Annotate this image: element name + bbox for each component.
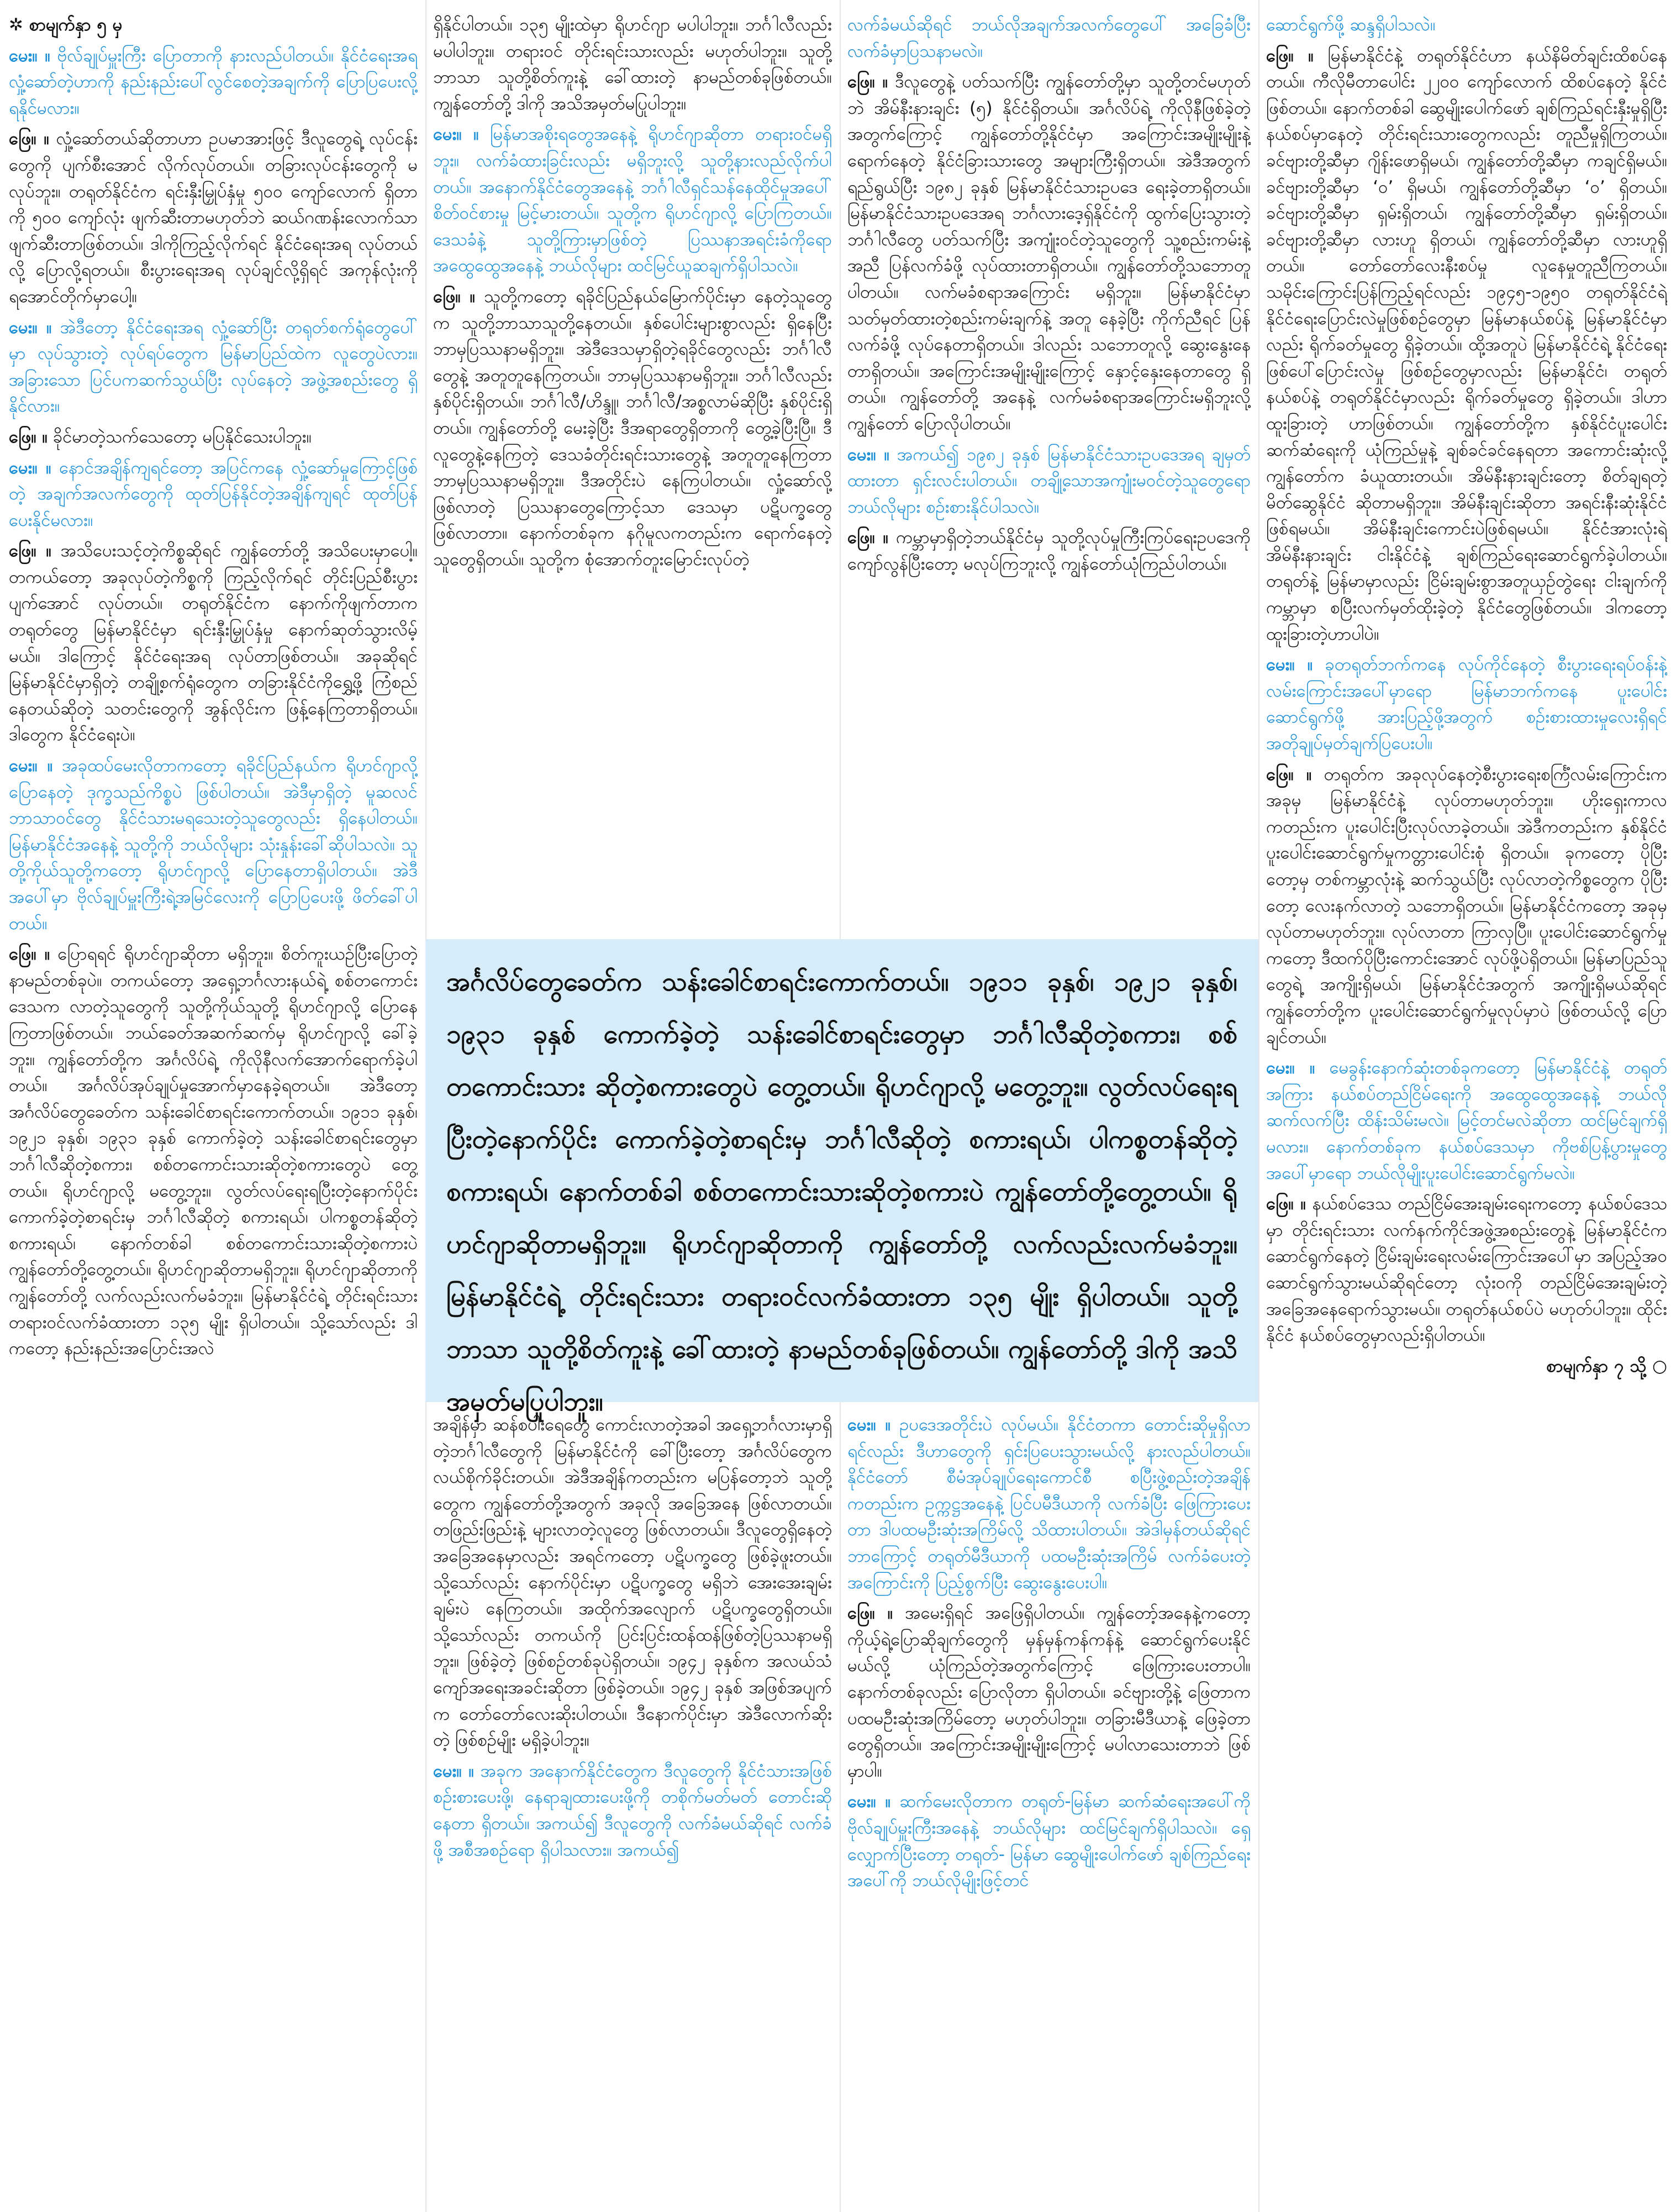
answer-text: ဒီလူတွေနဲ့ ပတ်သက်ပြီး ကျွန်တော်တို့မှာ သူတို့တင်မဟုတ်ဘဲ အိမ်နီးနားချင်း (၅) နိုင်ငံရှိတယ်။ အင်္ဂလိပ်ရဲ့ ကိုလိုနီဖြစ်ခဲ့တဲ့အတွက်ကြောင့် ကျွန်တော်တို့နိုင်ငံမှာ အကြောင်းအမျိုးမျိုးနဲ့ ရောက်နေတဲ့ နိုင်ငံခြားသားတွေ အများကြီးရှိတယ်။ အဲဒီအတွက် ရည်ရွယ်ပြီး ၁၉၈၂ ခုနှစ် မြန်မာနိုင်ငံသားဥပဒေ ရေးခဲ့တာရှိတယ်။ မြန်မာနိုင်ငံသားဥပဒေအရ ဘင်္ဂလားဒေ့ရှ်နိုင်ငံကို ထွက်ပြေးသွားတဲ့ ဘင်္ဂါလီတွေ ပတ်သက်ပြီး အကျုံးဝင်တဲ့သူတွေကို သူ့စည်းကမ်းနဲ့အညီ ပြန်လက်ခံဖို့ လုပ်ထားတာရှိတယ်။ ကျွန်တော်တို့သဘောတူပါတယ်။ လက်မခံစရာအကြောင်း မရှိဘူး။ မြန်မာနိုင်ငံမှာ သတ်မှတ်ထားတဲ့စည်းကမ်းချက်နဲ့ အတူ နေခဲ့ပြီး ကိုက်ညီရင် ပြန်လက်ခံဖို့ လုပ်နေတာရှိတယ်။ ဒါလည်း သဘောတူလို့ ဆွေးနွေးနေတာရှိတယ်။ အကြောင်းအမျိုးမျိုးကြောင့် နှောင့်နှေးနေတာတွေ ရှိတယ်။ ကျွန်တော်တို့ အနေနဲ့ လက်မခံစရာအကြောင်းမရှိဘူးလို့ ကျွန်တော် ပြောလိုပါတယ်။ (847, 72, 1251, 434)
col3b-body (847, 1412, 1251, 1894)
continued-text: လက်ခံမယ်ဆိုရင် ဘယ်လိုအချက်အလက်တွေပေါ် အခြေခံပြီး လက်ခံမှာပြသနာမလဲ။ (847, 15, 1251, 61)
question-text: ဥပဒေအတိုင်းပဲ လုပ်မယ်။ နိုင်ငံတကာ တောင်းဆိုမှုရှိလာရင်လည်း ဒီဟာတွေကို ရှင်းပြပေးသွားမယ်လို့ နားလည်ပါတယ်။ နိုင်ငံတော် စီမံအုပ်ချုပ်ရေးကောင်စီ စပြီးဖွဲ့စည်းတဲ့အချိန်ကတည်းက ဥက္ကဋ္ဌအနေနဲ့ ပြင်ပမီဒီယာကို လက်ခံပြီး ဖြေကြားပေးတာ ဒါပထမဦးဆုံးအကြိမ်လို့ သိထားပါတယ်။ အဲဒါမှန်တယ်ဆိုရင် ဘာကြောင့် တရုတ်မီဒီယာကို ပထမဦးဆုံးအကြိမ် လက်ခံပေးတဲ့အကြောင်းကို ပြည့်စွက်ပြီး ဆွေးနွေးပေးပါ။ (847, 1415, 1251, 1593)
interview-answer (433, 284, 832, 573)
question-text: ဆက်မေးလိုတာက တရုတ်-မြန်မာ ဆက်ဆံရေးအပေါ်ကို ဗိုလ်ချုပ်မှူးကြီးအနေနဲ့ ဘယ်လိုများ ထင်မြင်ချက်ရှိပါသလဲ။ ရှေ့လျှောက်ပြီးတော့ တရုတ်- မြန်မာ ဆွေမျိုးပေါက်ဖော် ချစ်ကြည်ရေးအပေါ်ကို ဘယ်လိုမျိုးဖြင့်တင် (847, 1792, 1251, 1891)
col2a-body (433, 12, 832, 573)
interview-answer (1266, 762, 1667, 1051)
answer-label: ဖြေ။ ။ (1266, 764, 1312, 784)
answer-label: ဖြေ။ ။ (1266, 45, 1314, 66)
continued-text: ရှိနိုင်ပါတယ်။ ၁၃၅ မျိုးထဲမှာ ရိုဟင်ဂျာ မပါပါဘူး။ ဘင်္ဂါလီလည်း မပါပါဘူး။ တရားဝင် တိုင်းရင်းသားလည်း မဟုတ်ပါဘူး။ သူတို့ဘာသာ သူတို့စိတ်ကူးနဲ့ ခေါ်ထားတဲ့ နာမည်တစ်ခုဖြစ်တယ်။ ကျွန်တော်တို့ ဒါကို အသိအမှတ်မပြုပါဘူး။ (433, 15, 832, 114)
answer-text: ပြောရရင် ရိုဟင်ဂျာဆိုတာ မရှိဘူး။ စိတ်ကူးယဉ်ပြီးပြောတဲ့ နာမည်တစ်ခုပဲ။ တကယ်တော့ အရှေ့ဘင်္ဂလားနယ်ရဲ့ စစ်တကောင်းဒေသက လာတဲ့သူတွေကို သူတို့ကိုယ်သူတို့ ရိုဟင်ဂျာလို့ ပြောနေကြတာဖြစ်တယ်။ ဘယ်ခေတ်အဆက်ဆက်မှ ရိုဟင်ဂျာလို့ ခေါ်ခဲ့ဘူး။ ကျွန်တော်တို့က အင်္ဂလိပ်ရဲ့ ကိုလိုနီလက်အောက်ရောက်ခဲ့ပါတယ်။ အင်္ဂလိပ်အုပ်ချုပ်မှုအောက်မှာနေခဲ့ရတယ်။ အဲဒီတော့ အင်္ဂလိပ်တွေခေတ်က သန်းခေါင်စာရင်းကောက်တယ်။ ၁၉၁၁ ခုနှစ်၊ ၁၉၂၁ ခုနှစ်၊ ၁၉၃၁ ခုနှစ် ကောက်ခဲ့တဲ့ သန်းခေါင်စာရင်းတွေမှာ ဘင်္ဂါလီဆိုတဲ့စကား၊ စစ်တကောင်းသားဆိုတဲ့စကားတွေပဲ တွေ့တယ်။ ရိုဟင်ဂျာလို့ မတွေ့ဘူး။ လွတ်လပ်ရေးရပြီးတဲ့နောက်ပိုင်း ကောက်ခဲ့တဲ့စာရင်းမှ ဘင်္ဂါလီဆိုတဲ့ စကားရယ်၊ ပါကစ္စတန်ဆိုတဲ့ စကားရယ်၊ နောက်တစ်ခါ စစ်တကောင်းသားဆိုတဲ့စကားပဲ ကျွန်တော်တို့တွေ့တယ်။ ရိုဟင်ဂျာဆိုတာမရှိဘူး။ ရိုဟင်ဂျာဆိုတာကို ကျွန်တော်တို့ လက်လည်းလက်မခံဘူး။ မြန်မာနိုင်ငံရဲ့ တိုင်းရင်းသား တရားဝင်လက်ခံထားတာ ၁၃၅ မျိုး ရှိပါတယ်။ သို့သော်လည်း ဒါကတော့ နည်းနည်းအပြောင်းအလဲ (9, 944, 418, 1359)
answer-label: ဖြေ။ ။ (1266, 1194, 1306, 1214)
article-column-4 (1266, 12, 1667, 2206)
answer-label: ဖြေ။ ။ (847, 72, 888, 92)
interview-question (9, 315, 418, 420)
col4-body (1266, 12, 1667, 1349)
interview-question (433, 122, 832, 280)
question-label: မေး။ ။ (847, 1415, 891, 1435)
interview-question (9, 753, 418, 937)
interview-question (1266, 1055, 1667, 1187)
interview-answer (9, 538, 418, 749)
interview-answer (9, 941, 418, 1362)
answer-label: ဖြေ။ ။ (9, 944, 50, 965)
interview-question (1266, 652, 1667, 757)
article-column-1 (9, 12, 418, 2206)
interview-question (847, 442, 1251, 521)
interview-answer (1266, 1191, 1667, 1349)
interview-answer (847, 525, 1251, 577)
interview-question (9, 43, 418, 122)
interview-answer (847, 1600, 1251, 1784)
answer-text: အသိပေးသင့်တဲ့ကိစ္စဆိုရင် ကျွန်တော်တို့ အသိပေးမှာပေါ့။ တကယ်တော့ အခုလုပ်တဲ့ကိစ္စကို ကြည့်လိုက်ရင် တိုင်းပြည်စီးပွားပျက်အောင် လုပ်တယ်။ တရုတ်နိုင်ငံက နောက်ကိုဖျက်တာက တရုတ်တွေ မြန်မာနိုင်ငံမှာ ရင်းနှီးမြှုပ်နှံမှု နောက်ဆုတ်သွားလိမ့်မယ်။ ဒါကြောင့် နိုင်ငံရေးအရ လုပ်တာဖြစ်တယ်။ အခုဆိုရင် မြန်မာနိုင်ငံမှာရှိတဲ့ တချို့စက်ရုံတွေက တခြားနိုင်ငံကိုရွှေ့ဖို့ ကြံစည်နေတယ်ဆိုတဲ့ သတင်းတွေကို အွန်လိုင်းက ဖြန့်နေကြတာရှိတယ်။ ဒါတွေက နိုင်ငံရေးပဲ။ (9, 541, 418, 745)
answer-text: လှုံ့ဆော်တယ်ဆိုတာဟာ ဥပမာအားဖြင့် ဒီလူတွေရဲ့ လုပ်ငန်းတွေကို ပျက်စီးအောင် လိုက်လုပ်တယ်။ တခြားလုပ်ငန်းတွေကို မလုပ်ဘူး။ တရုတ်နိုင်ငံက ရင်းနှီးမြှုပ်နှံမှု ၅၀၀ ကျော်လောက် ရှိတာကို ၅၀၀ ကျော်လုံး ဖျက်ဆီးတာမဟုတ်ဘဲ ဆယ်ဂဏန်းလောက်သာ ဖျက်ဆီးတာဖြစ်တယ်။ ဒါကိုကြည့်လိုက်ရင် နိုင်ငံရေးအရ လုပ်တယ်လို့ ပြောလို့ရတယ်။ စီးပွားရေးအရ လုပ်ချင်လို့ရှိရင် အကုန်လုံးကို ရအောင်တိုက်မှာပေါ့။ (9, 129, 418, 307)
question-text: အခုထပ်မေးလိုတာကတော့ ရခိုင်ပြည်နယ်က ရိုဟင်ဂျာလို့ ပြောနေတဲ့ ဒုက္ခသည်ကိစ္စပဲ ဖြစ်ပါတယ်။ အဲဒီမှာရှိတဲ့ မူဆလင်ဘာသာဝင်တွေ နိုင်ငံသားမရသေးတဲ့သူတွေလည်း ရှိနေပါတယ်။ မြန်မာနိုင်ငံအနေနဲ့ သူတို့ကို ဘယ်လိုများ သုံးနှုန်းခေါ်ဆိုပါသလဲ။ သူတို့ကိုယ်သူတို့ကတော့ ရိုဟင်ဂျာလို့ ပြောနေတာရှိပါတယ်။ အဲဒီအပေါ်မှာ ဗိုလ်ချုပ်မှူးကြီးရဲ့အမြင်လေးကို ပြောပြပေးဖို့ ဖိတ်ခေါ်ပါတယ်။ (9, 756, 418, 934)
answer-label: ဖြေ။ ။ (847, 528, 889, 548)
question-label: မေး။ ။ (433, 124, 479, 145)
answer-label: ဖြေ။ ။ (9, 129, 49, 149)
question-text: နောင်အချိန်ကျရင်တော့ အပြင်ကနေ လှုံ့ဆော်မှုကြောင့်ဖြစ်တဲ့ အချက်အလက်တွေကို ထုတ်ပြန်နိုင်တဲ့အချိန်ကျရင် ထုတ်ပြန်ပေးနိုင်မလား။ (9, 457, 418, 530)
col1-body (9, 43, 418, 1362)
interview-question (847, 1789, 1251, 1894)
page-header: ✲ စာမျက်နှာ ၅ မှ (9, 15, 123, 35)
interview-question (847, 1412, 1251, 1596)
column-divider (1258, 0, 1259, 2212)
page-footer: စာမျက်နှာ ၇ သို့ ○ (1546, 1356, 1667, 1376)
answer-label: ဖြေ။ ။ (9, 541, 51, 561)
question-text: ဗိုလ်ချုပ်မှူးကြီး ပြောတာကို နားလည်ပါတယ်။ နိုင်ငံရေးအရ လှုံ့ဆော်တဲ့ဟာကို နည်းနည်းပေါ်လွင်စေတဲ့အချက်ကို ပြောပြပေးလို့ ရနိုင်မလား။ (9, 45, 418, 118)
answer-text: အမေးရှိရင် အဖြေရှိပါတယ်။ ကျွန်တော့်အနေနဲ့ကတော့ကိုယ့်ရဲ့ပြောဆိုချက်တွေကို မှန်မှန်ကန်ကန်နဲ့ ဆောင်ရွက်ပေးနိုင်မယ်လို့ ယုံကြည်တဲ့အတွက်ကြောင့် ဖြေကြားပေးတာပါ။ နောက်တစ်ခုလည်း ပြောလိုတာ ရှိပါတယ်။ ခင်ဗျားတို့နဲ့ ဖြေတာက ပထမဦးဆုံးအကြိမ်တော့ မဟုတ်ပါဘူး။ တခြားမီဒီယာနဲ့ ဖြေခဲ့တာတွေရှိတယ်။ အကြောင်းအမျိုးမျိုးကြောင့် မပါလာသေးတာဘဲ ဖြစ်မှာပါ။ (847, 1603, 1251, 1781)
article-column-2-bottom (433, 1412, 832, 2206)
answer-label: ဖြေ။ ။ (9, 426, 48, 447)
question-text: မြန်မာအစိုးရတွေအနေနဲ့ ရိုဟင်ဂျာဆိုတာ တရားဝင်မရှိဘူး။ လက်ခံထားခြင်းလည်း မရှိဘူးလို့ သူတို့နားလည်လိုက်ပါတယ်။ အနောက်နိုင်ငံတွေအနေနဲ့ ဘင်္ဂါလီရှင်သန်နေထိုင်မှုအပေါ် စိတ်ဝင်စားမှု မြင့်မားတယ်။ သူတို့က ရိုဟင်ဂျာလို့ ပြောကြတယ်။ ဒေသခံနဲ့ သူတို့ကြားမှာဖြစ်တဲ့ ပြဿနာအရင်းခံကိုရော အထွေထွေအနေနဲ့ ဘယ်လိုများ ထင်မြင်ယူဆချက်ရှိပါသလဲ။ (433, 124, 832, 276)
question-text: အဲဒီတော့ နိုင်ငံရေးအရ လှုံ့ဆော်ပြီး တရုတ်စက်ရုံတွေပေါ်မှာ လုပ်သွားတဲ့ လုပ်ရပ်တွေက မြန်မာပြည်ထဲက လူတွေပဲလား။ အခြားသော ပြင်ပကဆက်သွယ်ပြီး လုပ်နေတဲ့ အဖွဲ့အစည်းတွေ ရှိနိုင်လား။ (9, 317, 418, 417)
article-column-3-bottom (847, 1412, 1251, 2206)
answer-text: နယ်စပ်ဒေသ တည်ငြိမ်အေးချမ်းရေးကတော့ နယ်စပ်ဒေသမှာ တိုင်းရင်းသား လက်နက်ကိုင်အဖွဲ့အစည်းတွေနဲ့ မြန်မာနိုင်ငံက ဆောင်ရွက်နေတဲ့ ငြိမ်းချမ်းရေးလမ်းကြောင်းအပေါ်မှာ အပြည့်အဝဆောင်ရွက်သွားမယ်ဆိုရင်တော့ လုံးဝကို တည်ငြိမ်အေးချမ်းတဲ့ အခြေအနေရောက်သွားမယ်။ တရုတ်နယ်စပ်ပဲ မဟုတ်ပါဘူး။ ထိုင်းနိုင်ငံ နယ်စပ်တွေမှာလည်းရှိပါတယ်။ (1266, 1194, 1667, 1346)
question-label: မေး။ ။ (1266, 655, 1313, 675)
answer-text: ခိုင်မာတဲ့သက်သေတော့ မပြနိုင်သေးပါဘူး။ (52, 426, 312, 447)
question-text: ခုတရုတ်ဘက်ကနေ လုပ်ကိုင်နေတဲ့ စီးပွားရေးရပ်ဝန်းနဲ့ လမ်းကြောင်းအပေါ်မှာရော မြန်မာဘက်ကနေ ပူးပေါင်းဆောင်ရွက်ဖို့ အားပြည့်ဖို့အတွက် စဉ်းစားထားမှုလေးရှိရင် အတိုချုပ်မှတ်ချက်ပြပေးပါ။ (1266, 655, 1667, 754)
answer-label: ဖြေ။ ။ (433, 286, 475, 307)
interview-answer (9, 126, 418, 310)
interview-question (433, 1758, 832, 1863)
interview-answer (1266, 43, 1667, 648)
answer-text: သူတို့ကတော့ ရခိုင်ပြည်နယ်မြောက်ပိုင်းမှာ နေတဲ့သူတွေက သူတို့ဘာသာသူတို့နေတယ်။ နှစ်ပေါင်းများစွာလည်း ရှိနေပြီး ဘာမှပြဿနာမရှိဘူး။ အဲဒီဒေသမှာရှိတဲ့ရခိုင်တွေလည်း ဘင်္ဂါလီတွေနဲ့ အတူတူနေကြတယ်။ ဘာမှပြဿနာမရှိဘူး။ ဘင်္ဂါလီလည်း နှစ်ပိုင်းရှိတယ်။ ဘင်္ဂါလီ/ဟိန္ဒူ၊ ဘင်္ဂါလီ/အစ္စလာမ်ဆိုပြီး နှစ်ပိုင်းရှိတယ်။ ကျွန်တော်တို့ မေးခဲ့ပြီး ဒီအရာတွေရှိတာကို တွေ့ခဲ့ပြီးပြီ။ ဒီလူတွေနဲ့နေကြတဲ့ ဒေသခံတိုင်းရင်းသားတွေနဲ့ အတူတူနေကြတာ ဘာမှပြဿနာမရှိဘူး။ ဒီအတိုင်းပဲ နေကြပါတယ်။ လှုံ့ဆော်လို့ဖြစ်လာတဲ့ ပြဿနာတွေကြောင့်သာ ဒေသမှာ ပဋိပက္ခတွေ ဖြစ်လာတာ။ နောက်တစ်ခုက နဂိုမူလကတည်းက ရောက်နေတဲ့ သူတွေရှိတယ်။ သူတို့က စုံအောက်တူးမြောင်းလုပ်တဲ့ (433, 286, 832, 570)
question-label: မေး။ ။ (9, 45, 50, 66)
answer-label: ဖြေ။ ။ (847, 1603, 893, 1624)
col3a-body (847, 12, 1251, 577)
interview-answer (9, 424, 418, 451)
interview-answer (847, 69, 1251, 437)
answer-text: မြန်မာနိုင်ငံနဲ့ တရုတ်နိုင်ငံဟာ နယ်နိမိတ်ချင်းထိစပ်နေတယ်။ ကီလိုမီတာပေါင်း ၂၂၀၀ ကျော်လောက် ထိစပ်နေတဲ့ နိုင်ငံဖြစ်တယ်။ နောက်တစ်ခါ ဆွေမျိုးပေါက်ဖော် ချစ်ကြည်ရင်းနှီးမှုရှိပြီး နယ်စပ်မှာနေတဲ့ တိုင်းရင်းသားတွေကလည်း တူညီမှုရှိကြတယ်။ ခင်ဗျားတို့ဆီမှာ ဂျိန်းဖောရှိမယ်၊ ကျွန်တော်တို့ဆီမှာ ကချင်ရှိမယ်။ ခင်ဗျားတို့ဆီမှာ ‘ဝ’ ရှိမယ်၊ ကျွန်တော်တို့ဆီမှာ ‘ဝ’ ရှိတယ်။ ခင်ဗျားတို့ဆီမှာ ရှမ်းရှိတယ်၊ ကျွန်တော်တို့ဆီမှာ ရှမ်းရှိတယ်။ ခင်ဗျားတို့ဆီမှာ လားဟူ ရှိတယ်၊ ကျွန်တော်တို့ဆီမှာ လားဟူရှိတယ်။ တော်တော်လေးနီးစပ်မှု လူနေမှုတူညီကြတယ်။ သမိုင်းကြောင်းပြန်ကြည့်ရင်လည်း ၁၉၄၅-၁၉၅၀ တရုတ်နိုင်ငံရဲ့ နိုင်ငံရေးပြောင်းလဲမှုဖြစ်စဉ်တွေမှာ မြန်မာနယ်စပ်နဲ့ မြန်မာနိုင်ငံမှာလည်း ရိုက်ခတ်မှုတွေ ရှိခဲ့တယ်။ ထို့အတူပဲ မြန်မာနိုင်ငံရဲ့ နိုင်ငံရေးဖြစ်ပေါ်ပြောင်းလဲမှု ဖြစ်စဉ်တွေမှာလည်း မြန်မာနိုင်ငံ၊ တရုတ်နယ်စပ်နဲ့ တရုတ်နိုင်ငံမှာလည်း ရိုက်ခတ်မှုတွေ ရှိခဲ့တယ်။ ဒါဟာထူးခြားတဲ့ ဟာဖြစ်တယ်။ ကျွန်တော်တို့က နှစ်နိုင်ငံပူးပေါင်းဆက်ဆံရေးကို ယုံကြည်မှုနဲ့ ချစ်ခင်ခင်နေရတာ အကောင်းဆုံးလို့ ကျွန်တော်က ခံယူထားတယ်။ အိမ်နီးနားချင်းတော့ စိတ်ချရတဲ့မိတ်ဆွေနိုင်ငံ ဆိုတာမရှိဘူး။ အိမ်နီးချင်းဆိုတာ အရင်းနီးဆုံးနိုင်ငံ ဖြစ်ရမယ်။ အိမ်နီးချင်းကောင်းပဲဖြစ်ရမယ်။ နိုင်ငံအားလုံးရဲ့ အိမ်နီးနားချင်း ငါးနိုင်ငံနဲ့ ချစ်ကြည်ရေးဆောင်ရွက်ခဲ့ပါတယ်။ တရုတ်နဲ့ မြန်မာမှာလည်း ငြိမ်းချမ်းစွာအတူယှဉ်တွဲရေး ငါးချက်ကို ကမ္ဘာမှာ စပြီးလက်မှတ်ထိုးခဲ့တဲ့ နိုင်ငံတွေဖြစ်တယ်။ ဒါကတော့ ထူးခြားတဲ့ဟာပါပဲ။ (1266, 45, 1667, 644)
pull-quote: အင်္ဂလိပ်တွေခေတ်က သန်းခေါင်စာရင်းကောက်တယ်။ ၁၉၁၁ ခုနှစ်၊ ၁၉၂၁ ခုနှစ်၊ ၁၉၃၁ ခုနှစ် ကောက်ခဲ့တဲ့ သန်းခေါင်စာရင်းတွေမှာ ဘင်္ဂါလီဆိုတဲ့စကား၊ စစ်တကောင်းသား ဆိုတဲ့စကားတွေပဲ တွေ့တယ်။ ရိုဟင်ဂျာလို့ မတွေ့ဘူး။ လွတ်လပ်ရေးရပြီးတဲ့နောက်ပိုင်း ကောက်ခဲ့တဲ့စာရင်းမှ ဘင်္ဂါလီဆိုတဲ့ စကားရယ်၊ ပါကစ္စတန်ဆိုတဲ့ စကားရယ်၊ နောက်တစ်ခါ စစ်တကောင်းသားဆိုတဲ့စကားပဲ ကျွန်တော်တို့တွေ့တယ်။ ရိုဟင်ဂျာဆိုတာမရှိဘူး။ ရိုဟင်ဂျာဆိုတာကို ကျွန်တော်တို့ လက်လည်းလက်မခံဘူး။ မြန်မာနိုင်ငံရဲ့ တိုင်းရင်းသား တရားဝင်လက်ခံထားတာ ၁၃၅ မျိုး ရှိပါတယ်။ သူတို့ဘာသာ သူတို့စိတ်ကူးနဲ့ ခေါ်ထားတဲ့ နာမည်တစ်ခုဖြစ်တယ်။ ကျွန်တော်တို့ ဒါကို အသိအမှတ်မပြုပါဘူး။ (425, 939, 1258, 1402)
question-label: မေး။ ။ (1266, 1058, 1315, 1078)
article-column-2-top (433, 12, 832, 929)
question-text: အခုက အနောက်နိုင်ငံတွေက ဒီလူတွေကို နိုင်ငံသားအဖြစ် စဉ်းစားပေးဖို့၊ နေရာချထားပေးဖို့ကို တစိုက်မတ်မတ် တောင်းဆိုနေတာ ရှိတယ်။ အကယ်၍ ဒီလူတွေကို လက်ခံမယ်ဆိုရင် လက်ခံဖို့ အစီအစဉ်ရော ရှိပါသလား။ အကယ်၍ (433, 1761, 832, 1860)
question-label: မေး။ ။ (847, 1792, 891, 1812)
article-column-3-top (847, 12, 1251, 929)
question-label: မေး။ ။ (433, 1761, 474, 1781)
question-text: အကယ်၍ ၁၉၈၂ ခုနှစ် မြန်မာနိုင်ငံသားဥပဒေအရ ချမှတ်ထားတာ ရှင်းလင်းပါတယ်။ တချို့သောအကျုံးမဝင်တဲ့သူတွေရော ဘယ်လိုများ စဉ်းစားနိုင်ပါသလဲ။ (847, 444, 1251, 517)
question-label: မေး။ ။ (9, 756, 53, 776)
answer-text: ကမ္ဘာမှာရှိတဲ့ဘယ်နိုင်ငံမှ သူတို့လုပ်မှုကြီးကြပ်ရေးဥပဒေကို ကျော်လွန်ပြီးတော့ မလုပ်ကြဘူးလို့ ကျွန်တော်ယုံကြည်ပါတယ်။ (847, 528, 1251, 574)
continued-text: အချိန်မှာ ဆန်စပါးရေတွေ ကောင်းလာတဲ့အခါ အရှေ့ဘင်္ဂလားမှာရှိတဲ့ဘင်္ဂါလီတွေကို မြန်မာနိုင်ငံကို ခေါ်ပြီးတော့ အင်္ဂလိပ်တွေက လယ်စိုက်ခိုင်းတယ်။ အဲဒီအချိန်ကတည်းက မပြန်တော့ဘဲ သူတို့တွေက ကျွန်တော်တို့အတွက် အခုလို အခြေအနေ ဖြစ်လာတယ်။ တဖြည်းဖြည်းနဲ့ များလာတဲ့လူတွေ ဖြစ်လာတယ်။ ဒီလူတွေရှိနေတဲ့ အခြေအနေမှာလည်း အရင်ကတော့ ပဋိပက္ခတွေ ဖြစ်ခဲ့ဖူးတယ်။ သို့သော်လည်း နောက်ပိုင်းမှာ ပဋိပက္ခတွေ မရှိဘဲ အေးအေးချမ်းချမ်းပဲ နေကြတယ်။ အထိုက်အလျောက် ပဋိပက္ခတွေရှိတယ်။ သို့သော်လည်း တကယ်ကို ပြင်းပြင်းထန်ထန်ဖြစ်တဲ့ပြဿနာမရှိဘူး။ ဖြစ်ခဲ့တဲ့ ဖြစ်စဉ်တစ်ခုပဲရှိတယ်။ ၁၉၄၂ ခုနှစ်က အလယ်သံကျော်အရေးအခင်းဆိုတာ ဖြစ်ခဲ့တယ်။ ၁၉၄၂ ခုနှစ် အဖြစ်အပျက်က တော်တော်လေးဆိုးပါတယ်။ ဒီနောက်ပိုင်းမှာ အဲဒီလောက်ဆိုးတဲ့ ဖြစ်စဉ်မျိုး မရှိခဲ့ပါဘူး။ (433, 1415, 832, 1751)
question-text: မေခွန်းနောက်ဆုံးတစ်ခုကတော့ မြန်မာနိုင်ငံနဲ့ တရုတ်အကြား နယ်စပ်တည်ငြိမ်ရေးကို အထွေထွေအနေနဲ့ ဘယ်လိုဆက်လက်ပြီး ထိန်းသိမ်းမလဲ။ မြင့်တင်မလဲဆိုတာ ထင်မြင်ချက်ရှိမလား။ နောက်တစ်ခုက နယ်စပ်ဒေသမှာ ကိုဗစ်ပြန့်ပွားမှုတွေအပေါ်မှာရော ဘယ်လိုမျိုးပူးပေါင်းဆောင်ရွက်မလဲ။ (1266, 1058, 1667, 1183)
answer-text: တရုတ်က အခုလုပ်နေတဲ့စီးပွားရေးစင်္ကြံလမ်းကြောင်းက အခုမှ မြန်မာနိုင်ငံနဲ့ လုပ်တာမဟုတ်ဘူး။ ဟိုးရှေးကာလကတည်းက ပူးပေါင်းပြီးလုပ်လာခဲ့တယ်။ အဲဒီကတည်းက နှစ်နိုင်ငံပူးပေါင်းဆောင်ရွက်မှုကတ္တားပေါင်းစုံ ရှိတယ်။ ခုကတော့ ပိုပြီးတော့မှ တစ်ကမ္ဘာလုံးနဲ့ ဆက်သွယ်ပြီး လုပ်လာတဲ့ကိစ္စတွေက ပိုပြီးတော့ လေးနက်လာတဲ့ သဘောရှိတယ်။ မြန်မာနိုင်ငံကတော့ အခုမှလုပ်တာမဟုတ်ဘူး။ လုပ်လာတာ ကြာလှပြီ။ ပူးပေါင်းဆောင်ရွက်မှုကတော့ ဒီထက်ပိုပြီးကောင်းအောင် လုပ်ဖို့ပဲရှိတယ်။ မြန်မာပြည်သူတွေရဲ့ အကျိုးရှိမယ်၊ မြန်မာနိုင်ငံအတွက် အကျိုးရှိမယ်ဆိုရင် ကျွန်တော်တို့က ပူးပေါင်းဆောင်ရွက်မှုလုပ်မှာပဲ ဖြစ်တယ်လို့ ပြောချင်တယ်။ (1266, 764, 1667, 1047)
question-label: မေး။ ။ (9, 317, 52, 338)
question-label: မေး။ ။ (847, 444, 890, 465)
interview-question (9, 455, 418, 534)
question-label: မေး။ ။ (9, 457, 51, 478)
col2b-body (433, 1412, 832, 1863)
continued-text: ဆောင်ရွက်ဖို့ ဆန္ဒရှိပါသလဲ။ (1266, 15, 1436, 35)
